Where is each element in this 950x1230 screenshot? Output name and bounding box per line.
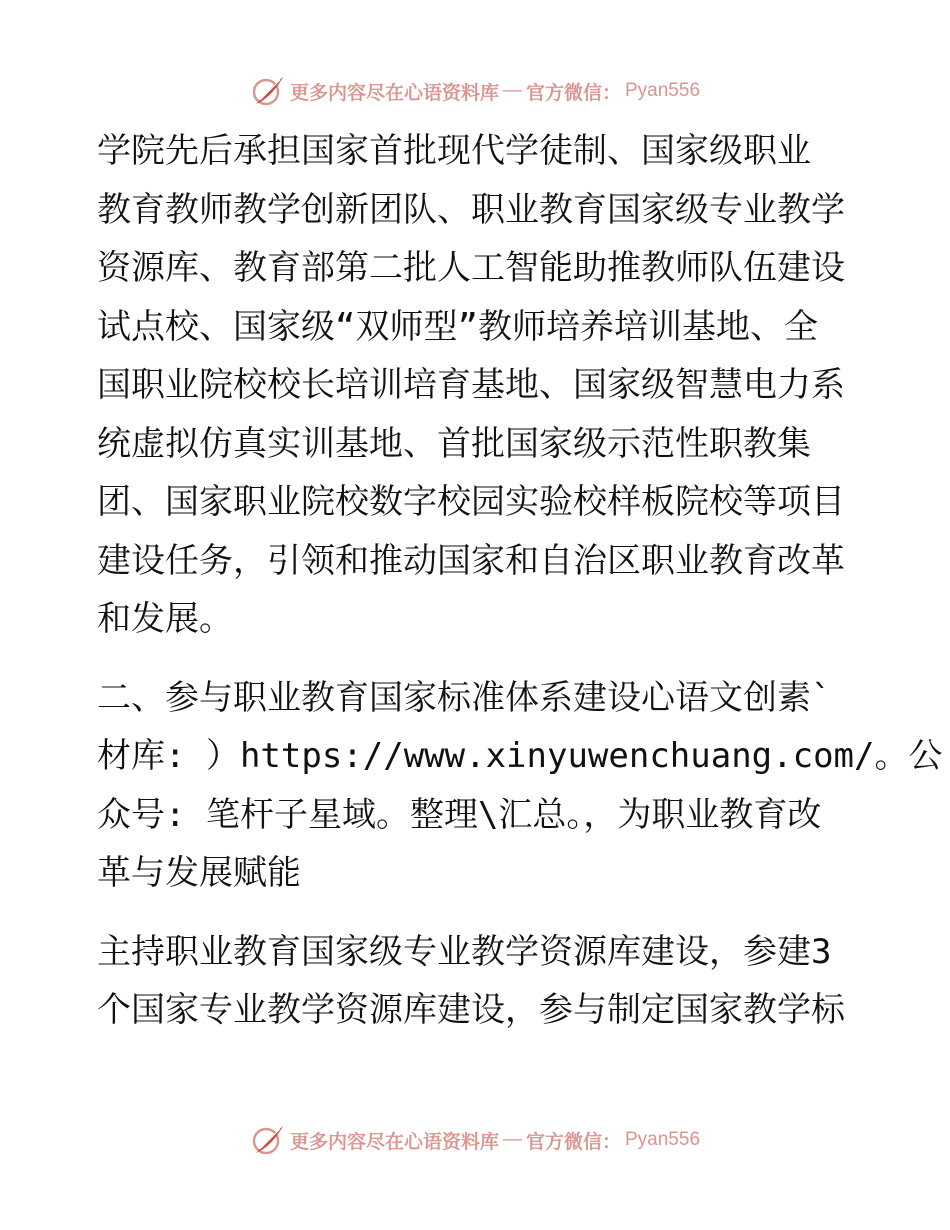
text-line: 二、参与职业教育国家标准体系建设心语文创素` xyxy=(97,677,832,718)
footer-banner-dash: — xyxy=(502,1129,522,1150)
text-line: 教育教师教学创新团队、职业教育国家级专业教学 xyxy=(97,189,845,230)
paragraph-1 xyxy=(97,122,849,649)
text-line: 主持职业教育国家级专业教学资源库建设，参建3 xyxy=(97,931,832,972)
header-banner-text: 更多内容尽在心语资料库 xyxy=(289,81,499,104)
text-line: 众号: 笔杆子星域。整理\汇总。，为职业教育改 xyxy=(97,794,822,835)
text-line: 试点校、国家级“双师型”教师培养培训基地、全 xyxy=(97,306,818,347)
feather-quill-icon xyxy=(250,1123,286,1157)
footer-banner-id: Pyan556 xyxy=(625,1129,701,1150)
text-line: 建设任务，引领和推动国家和自治区职业教育改革 xyxy=(97,540,845,581)
feather-quill-icon xyxy=(250,74,286,108)
header-banner-content xyxy=(250,74,700,108)
paragraph-2 xyxy=(97,669,943,903)
header-banner-dash: — xyxy=(502,80,522,101)
header-banner xyxy=(0,73,950,109)
footer-banner-content xyxy=(250,1123,700,1157)
text-line: 个国家专业教学资源库建设，参与制定国家教学标 xyxy=(97,990,845,1030)
text-line: 团、国家职业院校数字校园实验校样板院校等项目 xyxy=(97,482,845,522)
text-line: 国职业院校校长培训培育基地、国家级智慧电力系 xyxy=(97,365,845,405)
text-line: 资源库、教育部第二批人工智能助推教师队伍建设 xyxy=(97,248,845,288)
header-banner-label: 官方微信： xyxy=(525,81,621,104)
document-body xyxy=(97,122,943,1040)
footer-banner-label: 官方微信： xyxy=(525,1130,621,1153)
text-line: 和发展。 xyxy=(97,599,233,639)
header-banner-id: Pyan556 xyxy=(625,80,701,101)
text-line: 革与发展赋能 xyxy=(97,853,301,893)
text-line: 学院先后承担国家首批现代学徒制、国家级职业 xyxy=(97,131,811,171)
paragraph-3 xyxy=(97,923,849,1040)
footer-banner-text: 更多内容尽在心语资料库 xyxy=(289,1130,499,1153)
text-line: 统虚拟仿真实训基地、首批国家级示范性职教集 xyxy=(97,423,811,464)
footer-banner xyxy=(0,1122,950,1158)
text-line: 材库: ）https://www.xinyuwenchuang.com/。公 xyxy=(97,736,943,776)
